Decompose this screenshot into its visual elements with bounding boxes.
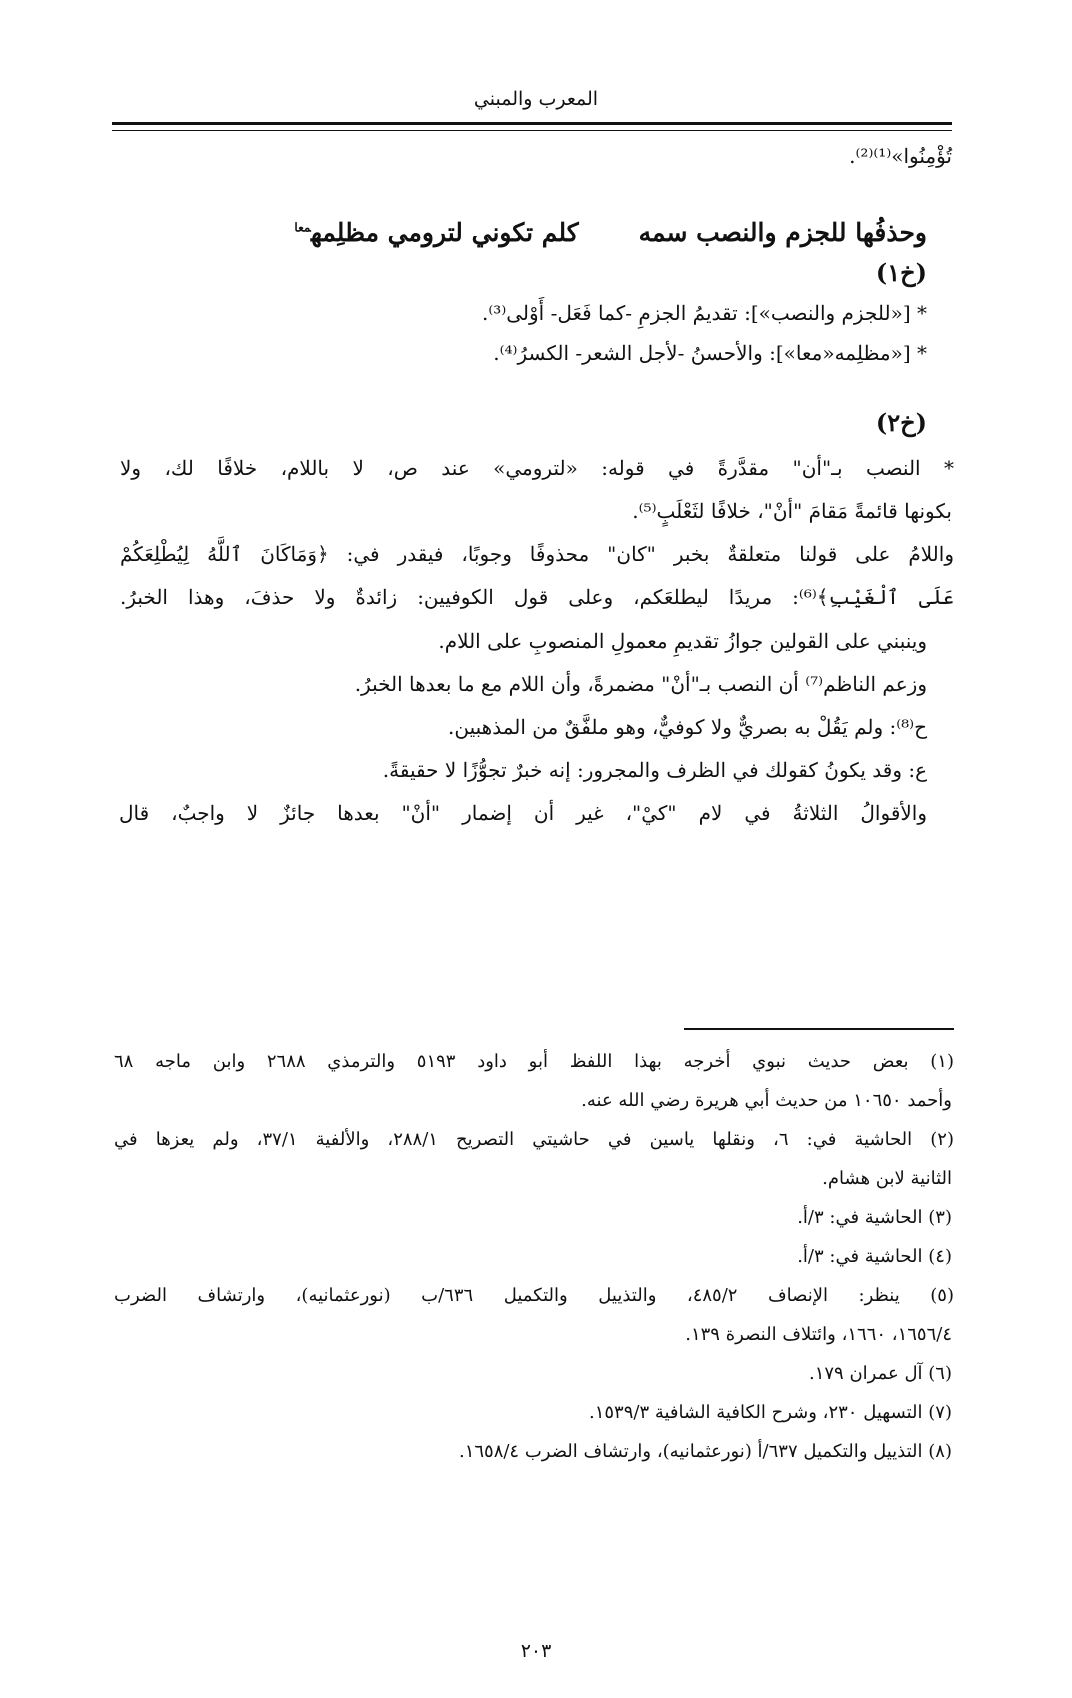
running-header: المعرب والمبني xyxy=(473,88,599,110)
verse-mark: معا xyxy=(294,220,311,235)
verse-line xyxy=(107,218,927,247)
footnote-2-line-b: الثانية لابن هشام. xyxy=(822,1168,952,1189)
body-line-11: والأقوالُ الثلاثةُ في لام "كيْ"، غير أن إضمار "أنْ" بعدها جائزٌ لا واجبٌ، قال xyxy=(119,801,927,825)
footnote-7: (٧) التسهيل ٢٣٠، وشرح الكافية الشافية ١٥٣٩/٣. xyxy=(588,1402,952,1423)
page-number: ٢٠٣ xyxy=(520,1640,552,1662)
body-line-6: عَلَى ٱلْغَيْبِ﴾⁽⁶⁾: مريدًا ليطلعَكم، وعلى قول الكوفيين: زائدةٌ ولا حذفَ، وهذا الخبرُ. xyxy=(120,585,954,609)
body-line-1: * [«للجزم والنصب»]: تقديمُ الجزمِ -كما فَعَل- أَوْلى⁽³⁾. xyxy=(482,301,927,325)
body-line-3: * النصب بـ"أن" مقدَّرةً في قوله: «لترومي» عند ص، لا باللام، خلافًا لك، ولا xyxy=(120,456,954,480)
body-line-8: وزعم الناظم⁽⁷⁾ أن النصب بـ"أنْ" مضمرةً، وأن اللام مع ما بعدها الخبرُ. xyxy=(354,672,927,696)
footnote-6: (٦) آل عمران ١٧٩. xyxy=(808,1363,952,1384)
body-line-7: وينبني على القولين جوازُ تقديمِ معمولِ المنصوبِ على اللام. xyxy=(438,629,927,653)
footnote-2-line-a: (٢) الحاشية في: ٦، ونقلها ياسين في حاشيتي التصريح ٢٨٨/١، والألفية ٣٧/١، ولم يعزها في xyxy=(114,1129,954,1150)
verse-second-hemistich xyxy=(294,218,578,247)
body-line-5: واللامُ على قولنا متعلقةٌ بخبر "كان" محذوفًا وجوبًا، فيقدر في: ﴿وَمَاكَانَ ٱللَّهُ لِيُطْلِعَكُمْ xyxy=(120,542,954,566)
footnote-5-line-b: ١٦٥٦/٤، ١٦٦٠، وائتلاف النصرة ١٣٩. xyxy=(685,1324,952,1345)
header-rule-thin xyxy=(112,130,952,131)
body-line-10: ع: وقد يكونُ كقولك في الظرف والمجرور: إنه خبرٌ تجوُّزًا لا حقيقةً. xyxy=(382,758,927,782)
footnote-separator xyxy=(684,1028,954,1030)
footnote-8: (٨) التذييل والتكميل ٦٣٧/أ (نورعثمانيه)، وارتشاف الضرب ١٦٥٨/٤. xyxy=(458,1441,952,1462)
body-line-0: تُؤْمِنُوا»⁽¹⁾⁽²⁾. xyxy=(849,144,952,168)
body-line-9: ح⁽⁸⁾: ولم يَقُلْ به بصريٌّ ولا كوفيٌّ، وهو ملفَّقٌ من المذهبين. xyxy=(448,715,927,739)
body-line-2: * [«مظلِمه«معا»]: والأحسنُ -لأجل الشعر- الكسرُ⁽⁴⁾. xyxy=(493,341,927,365)
header-rule-thick xyxy=(112,122,952,125)
section-heading-1: (خ١) xyxy=(875,258,927,287)
body-line-4: بكونها قائمةً مَقامَ "أنْ"، خلافًا لثَعْلَبٍ⁽⁵⁾. xyxy=(632,499,952,523)
footnote-1-line-a: (١) بعض حديث نبوي أخرجه بهذا اللفظ أبو داود ٥١٩٣ والترمذي ٢٦٨٨ وابن ماجه ٦٨ xyxy=(114,1051,954,1072)
footnote-5-line-a: (٥) ينظر: الإنصاف ٤٨٥/٢، والتذييل والتكميل ٦٣٦/ب (نورعثمانيه)، وارتشاف الضرب xyxy=(114,1285,954,1306)
verse-first-hemistich: وحذفُها للجزم والنصب سمه xyxy=(638,218,927,247)
footnote-1-line-b: وأحمد ١٠٦٥٠ من حديث أبي هريرة رضي الله عنه. xyxy=(581,1090,952,1111)
footnote-4: (٤) الحاشية في: ٣/أ. xyxy=(797,1246,952,1267)
footnote-3: (٣) الحاشية في: ٣/أ. xyxy=(797,1207,952,1228)
section-heading-2: (خ٢) xyxy=(875,408,927,437)
verse-second-text: كلم تكوني لترومي مظلِمه xyxy=(310,218,579,247)
